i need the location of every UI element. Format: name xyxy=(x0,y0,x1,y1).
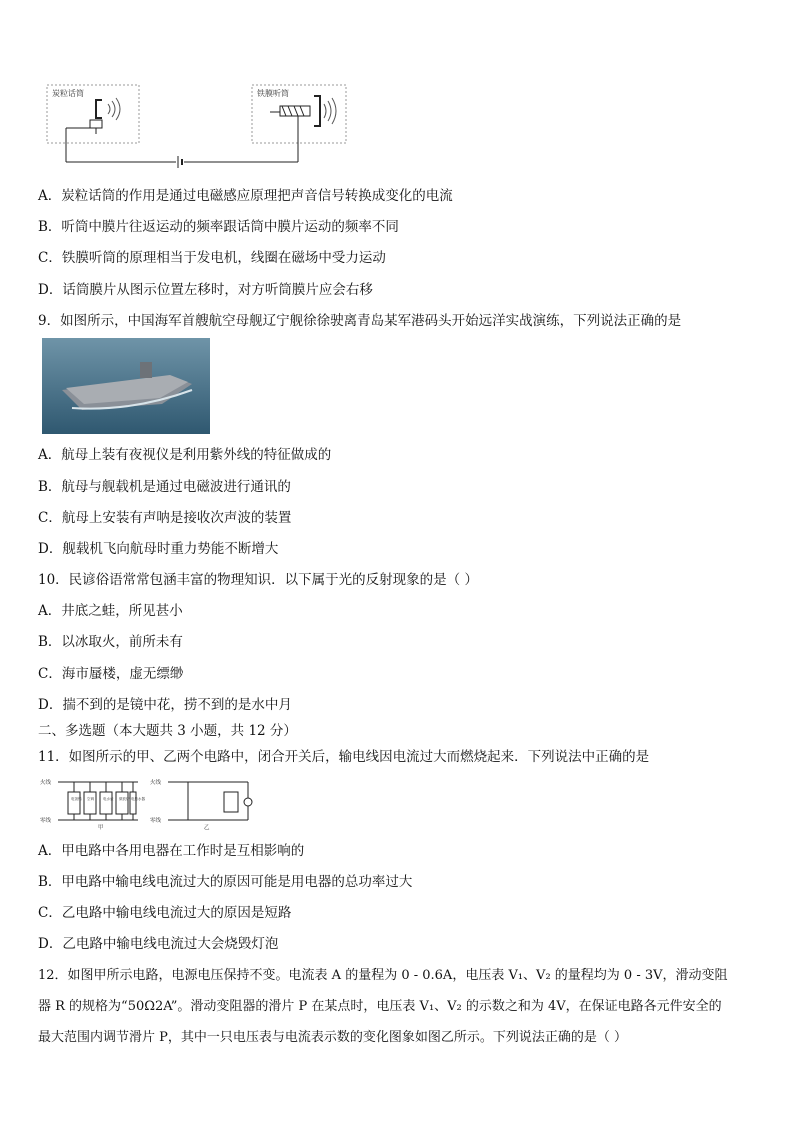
q11-option-b: B．甲电路中输电线电流过大的原因可能是用电器的总功率过大 xyxy=(38,874,413,890)
q9-option-c: C．航母上安装有声呐是接收次声波的装置 xyxy=(38,510,292,526)
q10-stem: 10．民谚俗语常常包涵丰富的物理知识．以下属于光的反射现象的是（ ） xyxy=(38,572,478,588)
sound-waves-mic xyxy=(108,98,120,120)
q9-stem: 9．如图所示，中国海军首艘航空母舰辽宁舰徐徐驶离青岛某军港码头开始远洋实战演练，下列说法正确的是 xyxy=(38,313,682,329)
appliance-label: 空调 xyxy=(87,797,94,801)
iron-diaphragm xyxy=(314,96,320,126)
lamp xyxy=(224,792,238,812)
q11-circuit-figure xyxy=(38,774,258,832)
section-title: 二、多选题（本大题共 3 小题，共 12 分） xyxy=(38,723,297,739)
q10-option-d: D．揣不到的是镜中花，捞不到的是水中月 xyxy=(38,697,292,713)
circuit-b-label: 乙 xyxy=(204,825,210,831)
q10-option-c: C．海市蜃楼，虚无缥缈 xyxy=(38,666,184,682)
q8-option-b: B．听筒中膜片往返运动的频率跟话筒中膜片运动的频率不同 xyxy=(38,219,399,235)
mic-label: 炭粒话筒 xyxy=(52,89,84,98)
q9-option-d: D．舰载机飞向航母时重力势能不断增大 xyxy=(38,541,279,557)
neutral-label-b: 零线 xyxy=(150,818,162,824)
mic-diaphragm xyxy=(96,100,102,118)
aircraft-carrier-photo xyxy=(42,338,210,434)
circuit-a-label: 甲 xyxy=(98,825,104,831)
appliance-label: 电饭锅 xyxy=(71,797,82,801)
q8-option-d: D．话筒膜片从图示位置左移时，对方听筒膜片应会右移 xyxy=(38,282,373,298)
q9-option-b: B．航母与舰载机是通过电磁波进行通讯的 xyxy=(38,479,291,495)
phone-circuit-figure xyxy=(44,82,350,172)
live-label-a: 火线 xyxy=(40,780,52,786)
q9-option-a: A．航母上装有夜视仪是利用紫外线的特征做成的 xyxy=(38,447,332,463)
q12-line-1: 12．如图甲所示电路，电源电压保持不变。电流表 A 的量程为 0 - 0.6A，电压表 V₁、V₂ 的量程均为 0 - 3V，滑动变阻 xyxy=(38,968,728,983)
q10-option-a: A．井底之蛙，所见甚小 xyxy=(38,603,183,619)
q8-option-c: C．铁膜听筒的原理相当于发电机，线圈在磁场中受力运动 xyxy=(38,250,386,266)
live-label-b: 火线 xyxy=(150,780,162,786)
q11-option-c: C．乙电路中输电线电流过大的原因是短路 xyxy=(38,905,292,921)
appliance-label: 电水壶 xyxy=(103,797,114,801)
sound-waves-receiver xyxy=(324,98,336,124)
receiver-label: 铁膜听筒 xyxy=(257,89,289,98)
q12-line-2: 器 R 的规格为“50Ω2A”。滑动变阻器的滑片 P 在某点时，电压表 V₁、V₂ 的示数之和为 4V，在保证电路各元件安全的 xyxy=(38,999,722,1014)
appliance-group xyxy=(68,782,145,820)
q11-stem: 11．如图所示的甲、乙两个电路中，闭合开关后，输电线因电流过大而燃烧起来．下列说法中正确的是 xyxy=(38,749,650,765)
neutral-label-a: 零线 xyxy=(40,818,52,824)
lamp-symbol xyxy=(244,798,252,806)
carbon-granules xyxy=(90,120,102,128)
q8-option-a: A．炭粒话筒的作用是通过电磁感应原理把声音信号转换成变化的电流 xyxy=(38,188,453,204)
appliance-label: 电热水器 xyxy=(131,797,145,801)
q10-option-b: B．以冰取火，前所未有 xyxy=(38,634,183,650)
q11-option-d: D．乙电路中输电线电流过大会烧毁灯泡 xyxy=(38,936,279,952)
q12-line-3: 最大范围内调节滑片 P，其中一只电压表与电流表示数的变化图象如图乙所示。下列说法正确的是（ ） xyxy=(38,1030,628,1045)
phone-circuit-diagram xyxy=(44,82,350,172)
appliance-label: 微波炉 xyxy=(119,797,130,801)
carrier-island xyxy=(140,362,152,378)
q11-option-a: A．甲电路中各用电器在工作时是互相影响的 xyxy=(38,843,305,859)
